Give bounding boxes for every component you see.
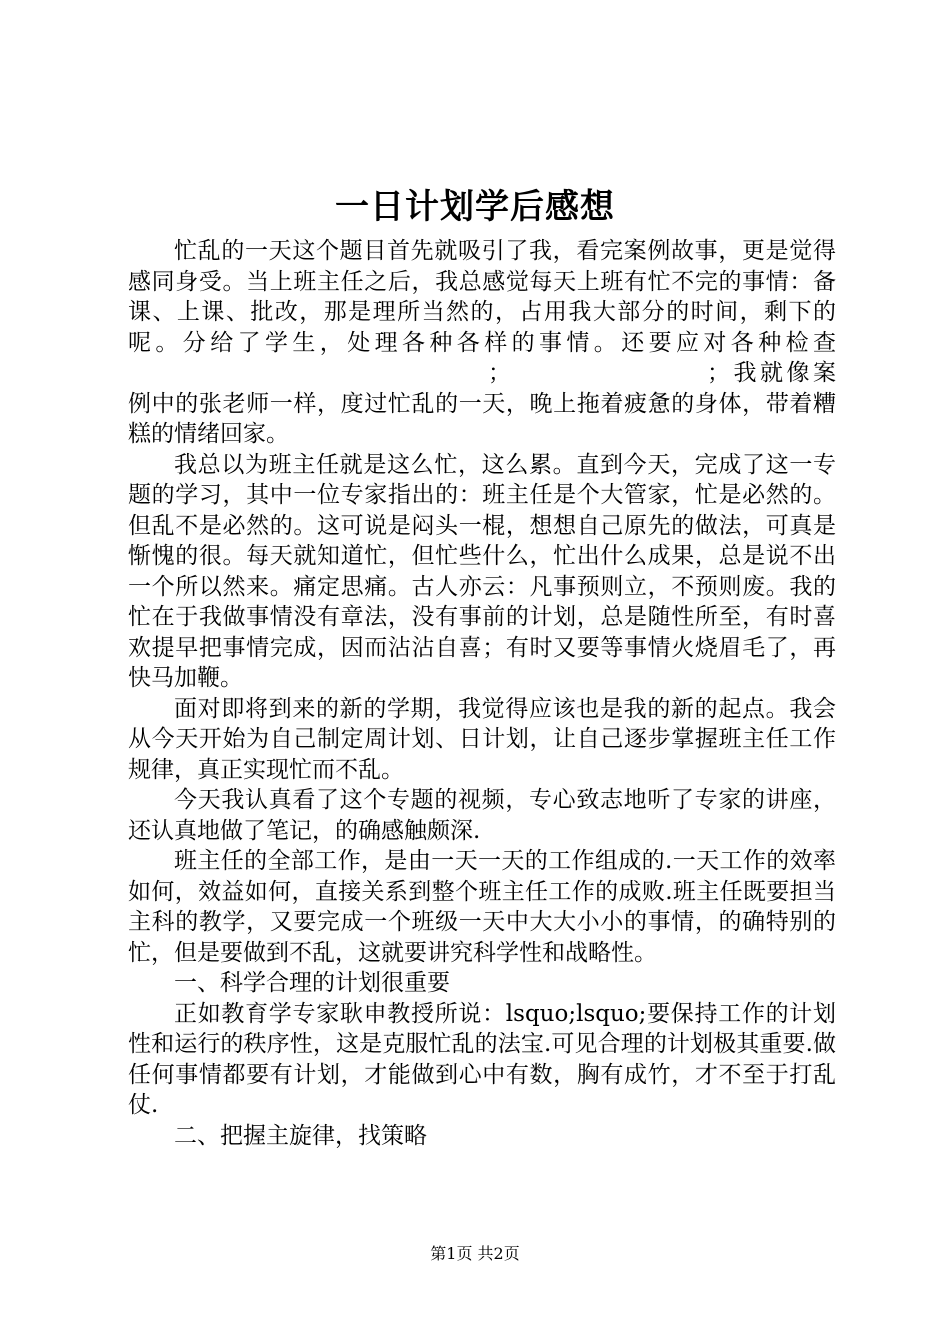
paragraph-6: 正如教育学专家耿申教授所说：lsquo;lsquo;要保持工作的计划性和运行的秩序性，这是克服忙乱的法宝.可见合理的计划极其重要.做任何事情都要有计划，才能做到心中有数，胸有成竹，才不至于打乱仗. bbox=[128, 1000, 836, 1118]
paragraph-1 bbox=[128, 236, 836, 450]
paragraph-1-tail: ；我就像案例中的张老师一样，度过忙乱的一天，晚上拖着疲惫的身体，带着糟糕的情绪回家。 bbox=[128, 360, 836, 447]
paragraph-4: 今天我认真看了这个专题的视频，专心致志地听了专家的讲座，还认真地做了笔记，的确感触颇深. bbox=[128, 787, 836, 844]
section-heading-2: 二、把握主旋律，找策略 bbox=[174, 1122, 427, 1149]
paragraph-3: 面对即将到来的新的学期，我觉得应该也是我的新的起点。我会从今天开始为自己制定周计划、日计划，让自己逐步掌握班主任工作规律，真正实现忙而不乱。 bbox=[128, 695, 836, 783]
semicolon-mark: ； bbox=[488, 360, 511, 386]
document-body bbox=[128, 236, 836, 1151]
page-footer: 第1页 共2页 bbox=[430, 1244, 520, 1263]
document-title: 一日计划学后感想 bbox=[335, 187, 615, 227]
paragraph-1-text: 忙乱的一天这个题目首先就吸引了我，看完案例故事，更是觉得感同身受。当上班主任之后，我总感觉每天上班有忙不完的事情：备课、上课、批改，那是理所当然的，占用我大部分的时间，剩下的呢。分给了学生，处理各种各样的事情。还要应对各种检查 bbox=[128, 238, 836, 356]
section-heading-1: 一、科学合理的计划很重要 bbox=[174, 970, 450, 996]
paragraph-2: 我总以为班主任就是这么忙，这么累。直到今天，完成了这一专题的学习，其中一位专家指出的：班主任是个大管家，忙是必然的。但乱不是必然的。这可说是闷头一棍，想想自己原先的做法，可真是惭愧的很。每天就知道忙，但忙些什么，忙出什么成果，总是说不出一个所以然来。痛定思痛。古人亦云：凡事预则立，不预则废。我的忙在于我做事情没有章法，没有事前的计划，总是随性所至，有时喜欢提早把事情完成，因而沾沾自喜；有时又要等事情火烧眉毛了，再快马加鞭。 bbox=[128, 451, 836, 691]
paragraph-5: 班主任的全部工作，是由一天一天的工作组成的.一天工作的效率如何，效益如何，直接关系到整个班主任工作的成败.班主任既要担当主科的教学，又要完成一个班级一天中大大小小的事情，的确特别的忙，但是要做到不乱，这就要讲究科学性和战略性。 bbox=[128, 848, 836, 966]
